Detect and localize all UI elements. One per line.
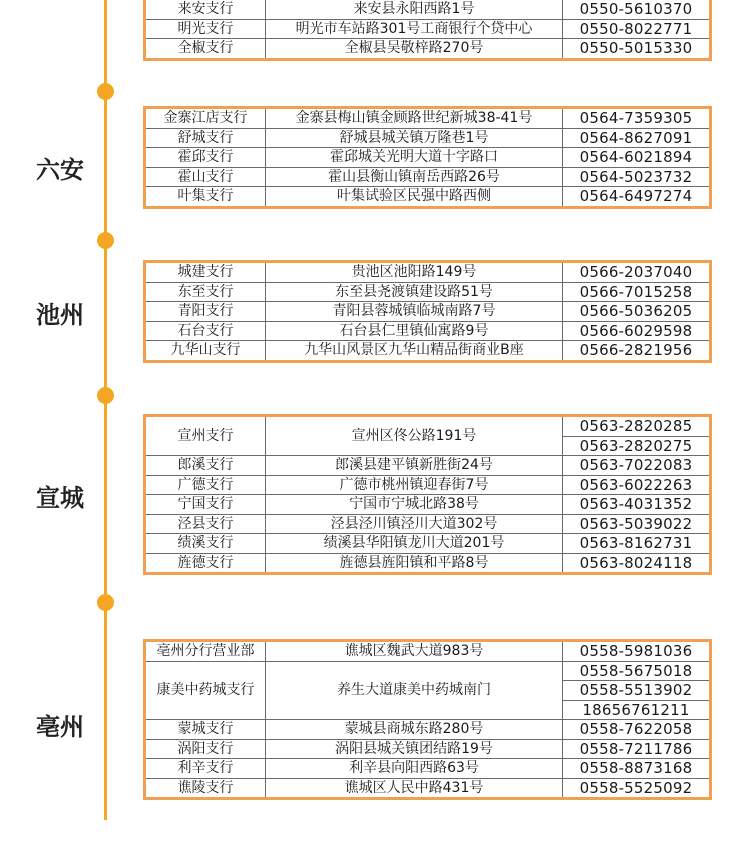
branch-name: 东至支行	[145, 282, 266, 302]
branch-address: 霍邱城关光明大道十字路口	[266, 148, 563, 168]
table-row	[145, 739, 711, 759]
table-row	[145, 262, 711, 283]
branch-phone: 0563-7022083	[563, 456, 711, 476]
branch-phone: 0558-5525092	[563, 778, 711, 799]
branch-name: 明光支行	[145, 19, 266, 39]
branch-name: 泾县支行	[145, 514, 266, 534]
branch-address: 金寨县梅山镇金顾路世纪新城38-41号	[266, 108, 563, 129]
branch-phone: 0564-6021894	[563, 148, 711, 168]
branch-name: 城建支行	[145, 262, 266, 283]
branch-name: 郎溪支行	[145, 456, 266, 476]
branch-name: 谯陵支行	[145, 778, 266, 799]
branch-phone: 0550-5610370	[563, 0, 711, 19]
table-row	[145, 759, 711, 779]
table-row	[145, 456, 711, 476]
table-row	[145, 282, 711, 302]
branch-name: 霍邱支行	[145, 148, 266, 168]
branch-phone: 0566-5036205	[563, 302, 711, 322]
city-label: 亳州	[36, 713, 84, 741]
branch-address: 泾县泾川镇泾川大道302号	[266, 514, 563, 534]
branch-phone: 0563-6022263	[563, 475, 711, 495]
branch-address: 谯城区魏武大道983号	[266, 641, 563, 662]
branch-phone: 0566-6029598	[563, 321, 711, 341]
branch-phone: 0563-8024118	[563, 553, 711, 574]
branch-address: 舒城县城关镇万隆巷1号	[266, 128, 563, 148]
table-row	[145, 302, 711, 322]
table-row	[145, 661, 711, 681]
branch-phone: 0563-2820275	[563, 436, 711, 456]
table-row	[145, 514, 711, 534]
branch-table	[143, 639, 712, 800]
branch-phone: 0558-5981036	[563, 641, 711, 662]
branch-address: 绩溪县华阳镇龙川大道201号	[266, 534, 563, 554]
branch-phone: 18656761211	[563, 700, 711, 720]
branch-phone: 0564-8627091	[563, 128, 711, 148]
branch-table	[143, 106, 712, 209]
branch-name: 康美中药城支行	[145, 661, 266, 720]
table-row	[145, 148, 711, 168]
branch-address: 涡阳县城关镇团结路19号	[266, 739, 563, 759]
table-row	[145, 321, 711, 341]
table-row	[145, 475, 711, 495]
timeline-dot	[97, 232, 114, 249]
branch-phone: 0566-7015258	[563, 282, 711, 302]
branch-phone: 0564-6497274	[563, 187, 711, 208]
table-row	[145, 0, 711, 19]
branch-name: 石台支行	[145, 321, 266, 341]
branch-table	[143, 0, 712, 61]
branch-phone: 0563-5039022	[563, 514, 711, 534]
branch-address: 宣州区佟公路191号	[266, 416, 563, 456]
branch-name: 亳州分行营业部	[145, 641, 266, 662]
branch-address: 九华山风景区九华山精品街商业B座	[266, 341, 563, 362]
branch-name: 宁国支行	[145, 495, 266, 515]
branch-phone: 0558-8873168	[563, 759, 711, 779]
branch-address: 石台县仁里镇仙寓路9号	[266, 321, 563, 341]
branch-phone: 0564-7359305	[563, 108, 711, 129]
branch-name: 叶集支行	[145, 187, 266, 208]
branch-address: 利辛县向阳西路63号	[266, 759, 563, 779]
table-row	[145, 187, 711, 208]
branch-table	[143, 260, 712, 363]
branch-phone: 0550-8022771	[563, 19, 711, 39]
table-row	[145, 341, 711, 362]
timeline-dot	[97, 594, 114, 611]
branch-phone: 0550-5015330	[563, 39, 711, 60]
branch-table	[143, 414, 712, 575]
branch-address: 养生大道康美中药城南门	[266, 661, 563, 720]
branch-phone: 0563-8162731	[563, 534, 711, 554]
branch-phone: 0558-7211786	[563, 739, 711, 759]
branch-address: 贵池区池阳路149号	[266, 262, 563, 283]
table-row	[145, 553, 711, 574]
table-row	[145, 720, 711, 740]
table-row	[145, 19, 711, 39]
branch-name: 来安支行	[145, 0, 266, 19]
branch-address: 青阳县蓉城镇临城南路7号	[266, 302, 563, 322]
branch-name: 全椒支行	[145, 39, 266, 60]
branch-address: 郎溪县建平镇新胜街24号	[266, 456, 563, 476]
branch-phone: 0564-5023732	[563, 167, 711, 187]
branch-address: 全椒县吴敬梓路270号	[266, 39, 563, 60]
table-row	[145, 641, 711, 662]
branch-name: 九华山支行	[145, 341, 266, 362]
branch-phone: 0566-2821956	[563, 341, 711, 362]
branch-phone: 0558-5513902	[563, 681, 711, 701]
branch-address: 叶集试验区民强中路西侧	[266, 187, 563, 208]
branch-address: 东至县尧渡镇建设路51号	[266, 282, 563, 302]
table-row	[145, 167, 711, 187]
branch-phone: 0563-2820285	[563, 416, 711, 437]
branch-address: 谯城区人民中路431号	[266, 778, 563, 799]
branch-address: 蒙城县商城东路280号	[266, 720, 563, 740]
timeline-dot	[97, 83, 114, 100]
branch-name: 旌德支行	[145, 553, 266, 574]
branch-name: 广德支行	[145, 475, 266, 495]
table-row	[145, 39, 711, 60]
table-row	[145, 495, 711, 515]
table-row	[145, 416, 711, 437]
branch-address: 明光市车站路301号工商银行个贷中心	[266, 19, 563, 39]
timeline-dot	[97, 387, 114, 404]
branch-name: 霍山支行	[145, 167, 266, 187]
branch-address: 广德市桃州镇迎春街7号	[266, 475, 563, 495]
table-row	[145, 108, 711, 129]
branch-name: 舒城支行	[145, 128, 266, 148]
branch-address: 霍山县衡山镇南岳西路26号	[266, 167, 563, 187]
branch-phone: 0566-2037040	[563, 262, 711, 283]
branch-address: 旌德县旌阳镇和平路8号	[266, 553, 563, 574]
branch-name: 金寨江店支行	[145, 108, 266, 129]
branch-name: 涡阳支行	[145, 739, 266, 759]
branch-address: 宁国市宁城北路38号	[266, 495, 563, 515]
branch-address: 来安县永阳西路1号	[266, 0, 563, 19]
city-label: 六安	[36, 156, 84, 184]
branch-name: 宣州支行	[145, 416, 266, 456]
table-row	[145, 128, 711, 148]
city-label: 宣城	[36, 484, 84, 512]
timeline-line	[104, 0, 107, 820]
city-label: 池州	[36, 301, 84, 329]
branch-phone: 0558-5675018	[563, 661, 711, 681]
branch-name: 青阳支行	[145, 302, 266, 322]
table-row	[145, 534, 711, 554]
branch-phone: 0558-7622058	[563, 720, 711, 740]
branch-name: 蒙城支行	[145, 720, 266, 740]
branch-name: 利辛支行	[145, 759, 266, 779]
branch-phone: 0563-4031352	[563, 495, 711, 515]
table-row	[145, 778, 711, 799]
branch-name: 绩溪支行	[145, 534, 266, 554]
